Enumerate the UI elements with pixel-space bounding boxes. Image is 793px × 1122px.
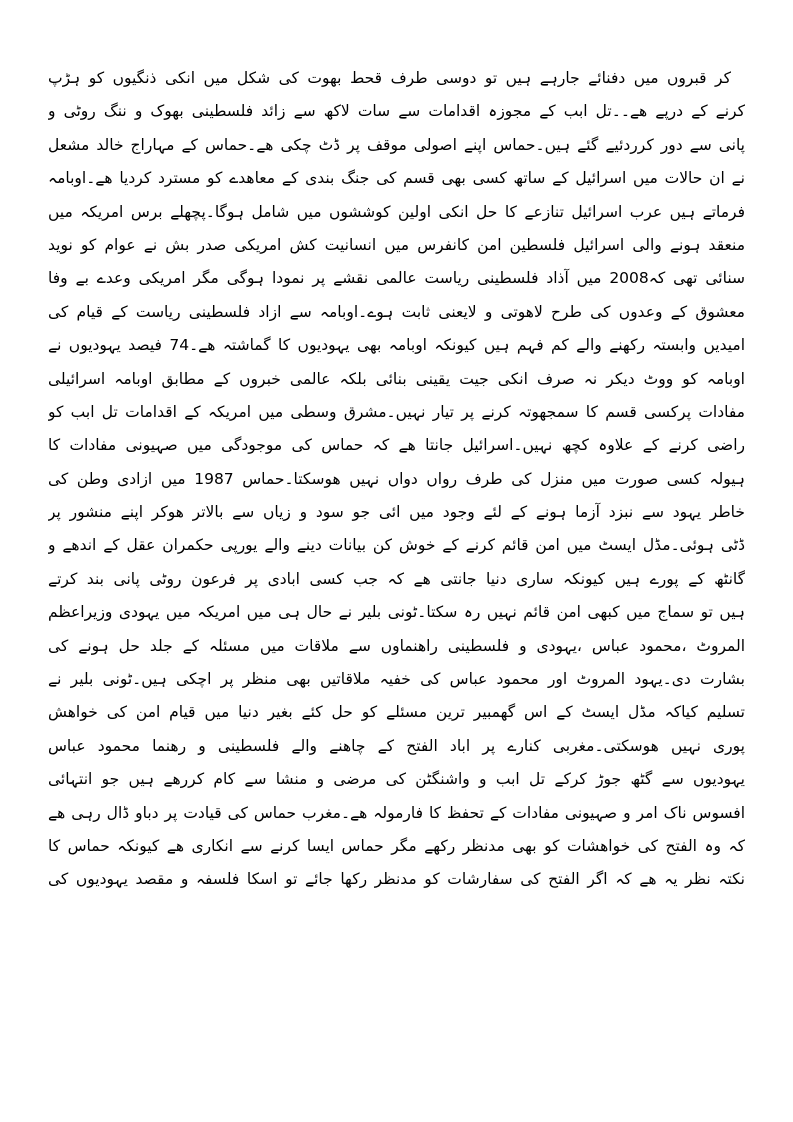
- text-line: ڈٹی ہوئی۔مڈل ایسٹ میں امن قائم کرنے کے خوش کن بیانات دینے والے یورپی حکمران عقل کے اندھے و: [48, 536, 745, 555]
- text-line: معشوق کے وعدوں کی طرح لاھوتی و لایعنی ثابت ہوے۔اوبامہ سے ازاد فلسطینی ریاست کے قیام کی: [48, 302, 745, 321]
- text-line: کہ وہ الفتح کی خواھشات کو بھی مدنظر رکھے مگر حماس ایسا کرنے سے انکاری ھے کیونکہ حماس کا: [48, 836, 745, 855]
- text-line: نکتہ نظر یہ ھے کہ اگر الفتح کی سفارشات کو مدنظر رکھا جائے تو اسکا فلسفہ و مقصد یہودیوں کی: [48, 870, 745, 889]
- text-line: گانٹھ کے پورے ہیں کیونکہ ساری دنیا جانتی ھے کہ جب کسی ابادی پر فرعون روٹی پانی بند کرتے: [48, 569, 745, 588]
- text-line: یہودیوں سے گٹھ جوڑ کرکے تل ابب و واشنگٹن کی مرضی و منشا سے کام کررھے ہیں جو انتہائی: [48, 770, 745, 789]
- text-line: خاطر یہود سے نبزد آزما ہونے کے لئے وجود میں ائی جو سود و زیاں سے بالاتر ھوکر اپنے منشور پر: [48, 503, 745, 522]
- text-line: امیدیں وابستہ رکھنے والے کم فہم ہیں کیونکہ اوبامہ بھی یہودیوں کا گماشتہ ھے۔74 فیصد یہودیوں نے: [48, 336, 745, 355]
- text-line: فرماتے ہیں عرب اسرائیل تنازعے کا حل انکی اولین کوششوں میں شامل ہوگا۔پچھلے برس امریکہ میں: [48, 202, 745, 221]
- text-line: بشارت دی۔یہود المروٹ اور محمود عباس کی خفیہ ملاقاتیں بھی منظر پر اچکی ہیں۔ٹونی بلیر نے: [48, 670, 745, 689]
- text-line: کر قبروں میں دفنائے جارہے ہیں تو دوسی طرف قحط بھوت کی شکل میں انکی ذنگیوں کو ہڑپ: [48, 69, 731, 87]
- text-line: پوری نہیں ھوسکتی۔مغربی کنارے پر اباد الفتح کے چاھنے والے فلسطینی و رھنما محمود عباس: [48, 736, 745, 755]
- text-line: ہیں تو سماج میں کبھی امن قائم نہیں رہ سکتا۔ٹونی بلیر نے حال ہی میں امریکہ میں یہودی وزیراعظم: [48, 603, 745, 622]
- article-body: [48, 62, 745, 897]
- text-line: ہیولہ کسی صورت میں منزل کی طرف رواں دواں نہیں ھوسکتا۔حماس 1987 میں ازادی وطن کی: [48, 469, 745, 488]
- text-line: تسلیم کیاکہ مڈل ایسٹ کے اس گھمبیر ترین مسئلے کو حل کئے بغیر دنیا میں قیام امن کی خواھش: [48, 703, 745, 722]
- text-line: مفادات پرکسی قسم کا سمجھوتہ کرنے پر تیار نہیں۔مشرق وسطی میں امریکہ کے اقدامات تل ابب کو: [48, 402, 745, 421]
- text-line: کرنے کے درپے ھے۔۔تل ابب کے مجوزہ اقدامات سے سات لاکھ سے زائد فلسطینی بھوک و ننگ روٹی و: [48, 102, 745, 121]
- text-line: منعقد ہونے والی اسرائیل فلسطین امن کانفرس میں انسانیت کش امریکی صدر بش نے عوام کو نوید: [48, 235, 745, 254]
- text-line: پانی سے دور کرردئیے گئے ہیں۔حماس اپنے اصولی موقف پر ڈٹ چکی ھے۔حماس کے مہاراج خالد مشعل: [48, 135, 745, 154]
- text-line: اوبامہ کو ووٹ دیکر نہ صرف انکی جیت یقینی بنائی بلکہ عالمی خبروں کے مطابق اوبامہ اسرائیلی: [48, 369, 745, 388]
- text-line: راضی کرنے کے علاوہ کچھ نہیں۔اسرائیل جانتا ھے کہ حماس کی موجودگی میں صہیونی مفادات کا: [48, 436, 745, 455]
- text-line: سنائی تھی کہ2008 میں آذاد فلسطینی ریاست عالمی نقشے پر نمودا ہوگی مگر امریکی وعدے بے وفا: [48, 269, 745, 288]
- text-line: نے ان حالات میں اسرائیل کے ساتھ کسی بھی قسم کی جنگ بندی کے معاھدے کو مسترد کردیا ھے۔اوبامہ: [48, 169, 745, 188]
- text-line: المروٹ ،محمود عباس ،یہودی و فلسطینی راھنماوں سے ملاقات میں مسئلہ کے جلد حل ہونے کی: [48, 636, 745, 655]
- text-line: افسوس ناک امر و صہیونی مفادات کے تحفظ کا فارمولہ ھے۔مغرب حماس کی قیادت پر دباو ڈال رہی ھے: [48, 803, 745, 822]
